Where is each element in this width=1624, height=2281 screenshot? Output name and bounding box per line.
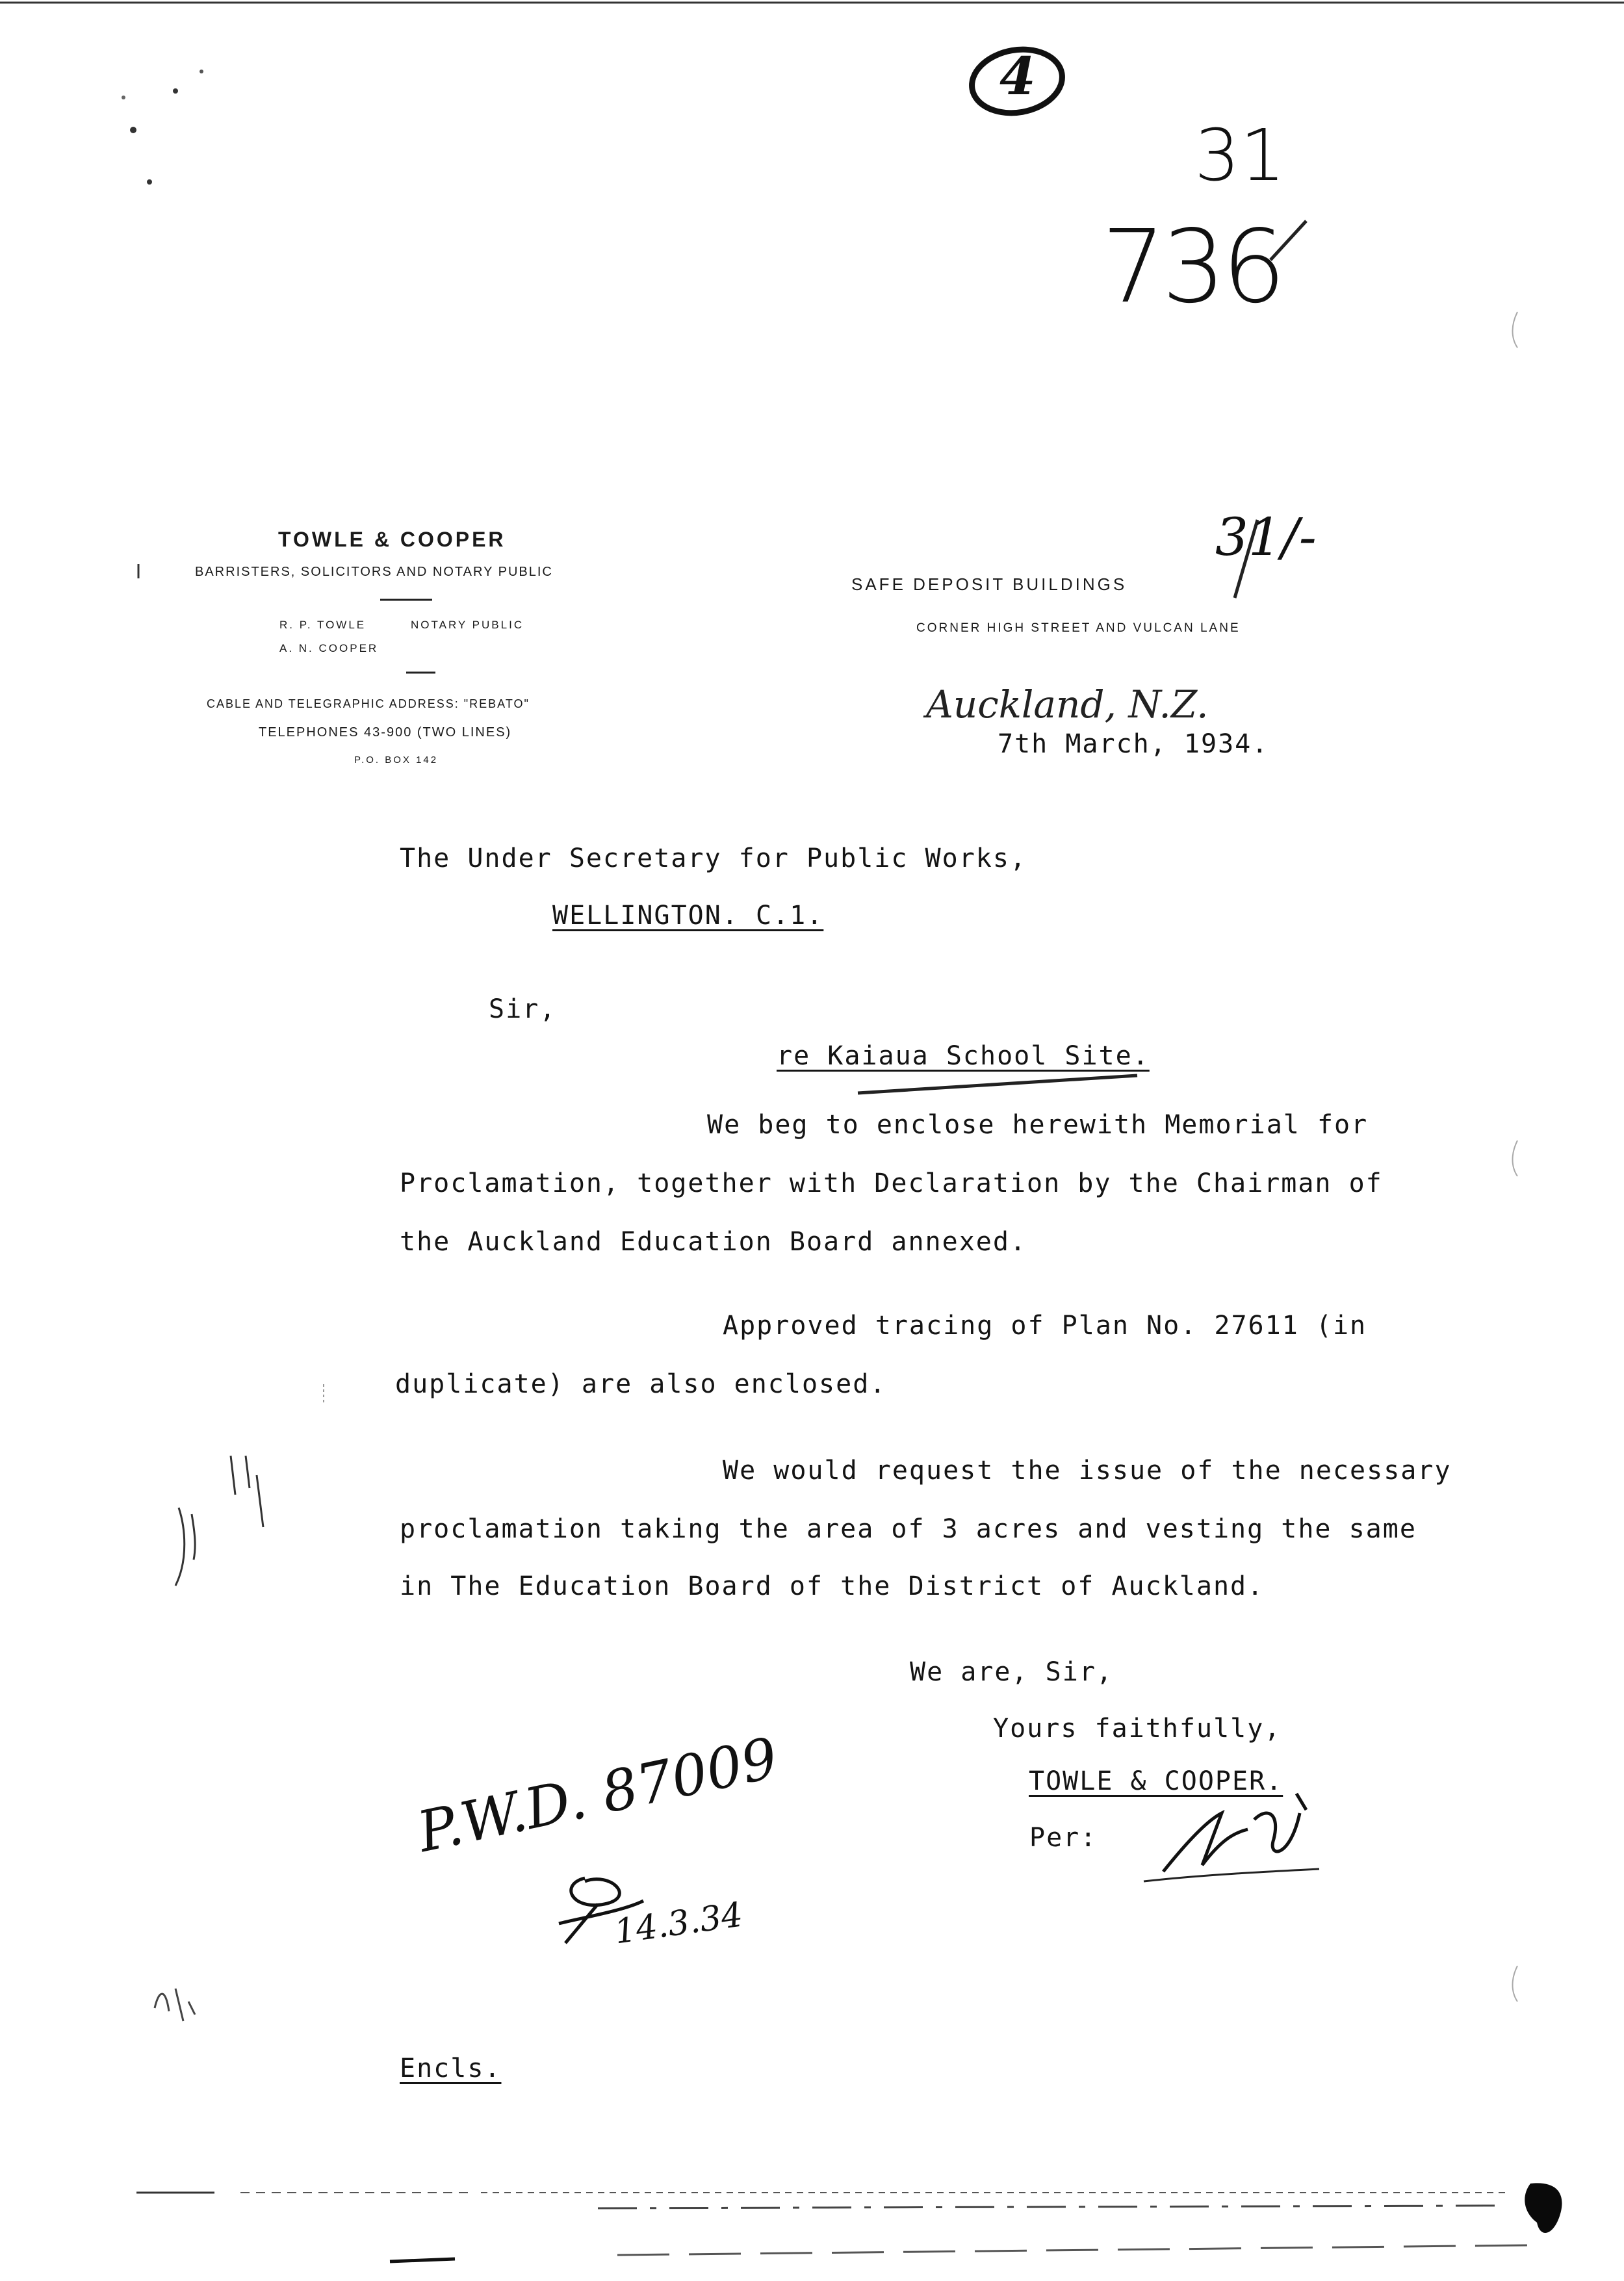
signatory: TOWLE & COOPER. <box>1029 1766 1283 1796</box>
closing-2: Yours faithfully, <box>993 1714 1282 1744</box>
partner-2: A. N. COOPER <box>279 642 379 654</box>
signature-scribble <box>1163 1794 1306 1872</box>
recipient-line-1: The Under Secretary for Public Works, <box>400 844 1027 873</box>
paragraph-3-line-1: We would request the issue of the necessary <box>723 1456 1452 1486</box>
street-address: CORNER HIGH STREET AND VULCAN LANE <box>916 621 1241 635</box>
paragraph-1-line-1: We beg to enclose herewith Memorial for <box>707 1110 1369 1140</box>
per-label: Per: <box>1029 1823 1098 1853</box>
paragraph-3-line-3: in The Education Board of the District of Auckland. <box>400 1571 1265 1601</box>
paragraph-3-line-2: proclamation taking the area of 3 acres and vesting the same <box>400 1514 1417 1544</box>
enclosures: Encls. <box>400 2054 502 2083</box>
firm-name: TOWLE & COOPER <box>278 528 506 551</box>
paragraph-2-line-2: duplicate) are also enclosed. <box>395 1369 887 1399</box>
cable-address: CABLE AND TELEGRAPHIC ADDRESS: "REBATO" <box>207 697 530 710</box>
letter-date: 7th March, 1934. <box>998 729 1269 759</box>
paragraph-2-line-1: Approved tracing of Plan No. 27611 (in <box>723 1311 1367 1341</box>
partner-1: R. P. TOWLE <box>279 619 367 631</box>
paragraph-1-line-2: Proclamation, together with Declaration by the Chairman of <box>400 1168 1383 1198</box>
building-name: SAFE DEPOSIT BUILDINGS <box>851 574 1128 594</box>
subject-line: re Kaiaua School Site. <box>777 1041 1150 1071</box>
file-number-main: 736 <box>1102 208 1282 326</box>
ink-blot <box>1525 2183 1562 2233</box>
pwd-stamp: P.W.D. 87009 <box>412 1725 784 1865</box>
partner-1-role: NOTARY PUBLIC <box>411 619 524 631</box>
place-script: Auckland, N.Z. <box>926 682 1209 727</box>
file-number-top: 31 <box>1194 114 1285 197</box>
firm-profession: BARRISTERS, SOLICITORS AND NOTARY PUBLIC <box>195 565 553 579</box>
circled-number: 4 <box>999 45 1036 107</box>
stamp-date: 14.3.34 <box>612 1895 745 1952</box>
fee-mark: 31/- <box>1215 507 1317 567</box>
po-box: P.O. BOX 142 <box>354 754 439 766</box>
recipient-line-2: WELLINGTON. C.1. <box>552 901 824 931</box>
paragraph-1-line-3: the Auckland Education Board annexed. <box>400 1227 1027 1257</box>
salutation: Sir, <box>489 994 557 1024</box>
closing-1: We are, Sir, <box>910 1657 1113 1687</box>
telephones: TELEPHONES 43-900 (TWO LINES) <box>259 725 512 740</box>
